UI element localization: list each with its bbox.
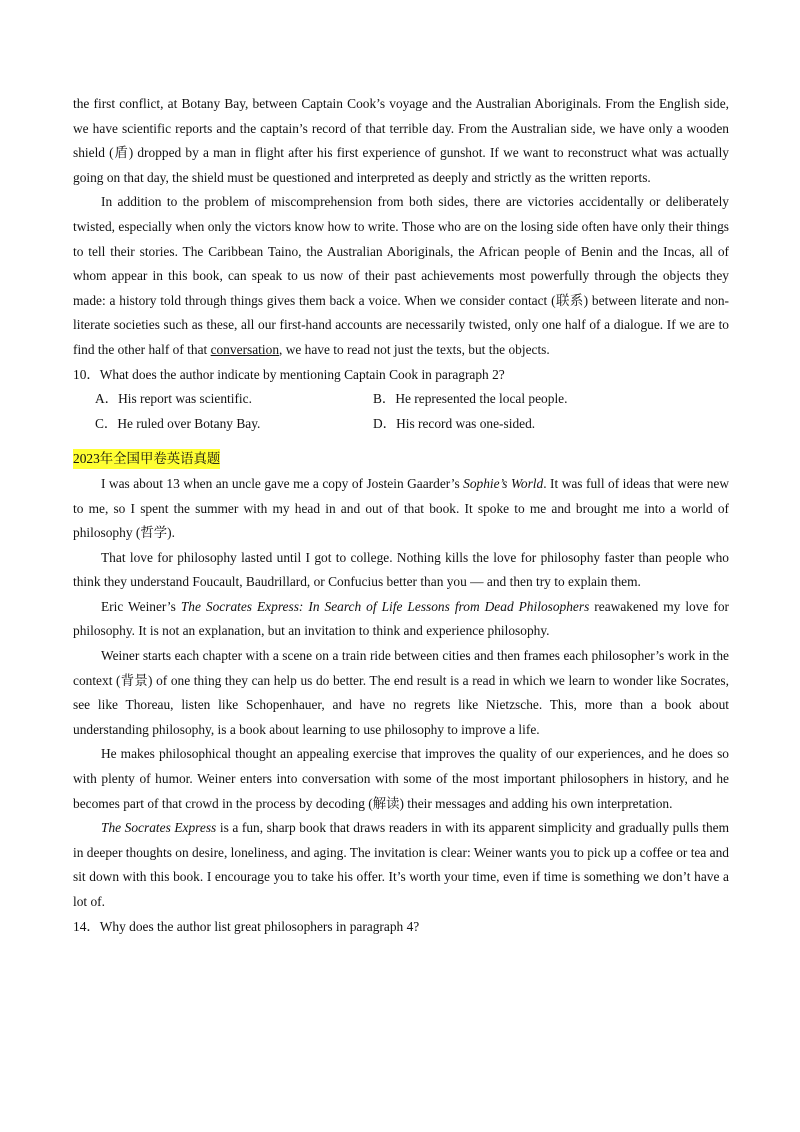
paragraph-text: is a fun, sharp book that draws readers in with its apparent simplicity and gradually pulls them in deeper thoughts on desire, loneliness, and aging. The invitation is clear: Weiner wants you to pick up a coffee or tea and sit down with this book. I encourage you to take his offer. It’s worth your time, even if time is something we don’t have a lot of. (73, 820, 729, 909)
question-text: Why does the author list great philosophers in paragraph 4? (99, 918, 420, 934)
option-text: His report was scientific. (118, 391, 252, 407)
paragraph-text: I was about 13 when an uncle gave me a copy of Jostein Gaarder’s (101, 475, 464, 491)
book-title: The Socrates Express (101, 820, 217, 836)
option-a (73, 387, 351, 412)
option-d (351, 412, 535, 437)
paragraph-text: . It was full of ideas that were new to me, so I spent the summer with my head in and out of that book. It spoke to me and brought me into a world of philosophy (哲学). (73, 475, 729, 541)
book-title: The Socrates Express: In Search of Life Lessons from Dead Philosophers (180, 598, 590, 614)
passage2-paragraph4: Weiner starts each chapter with a scene on a train ride between cities and then frames each philosopher’s work in the context (背景) of one thing they can help us do better. The end result is a read in which we learn to wonder like Socrates, see like Thoreau, listen like Schopenhauer, and have no regrets like Nietzsche. This, more than a book about understanding philosophy, is a book about learning to use philosophy to improve a life. (73, 648, 729, 737)
passage2-paragraph3 (73, 595, 729, 644)
option-text: He represented the local people. (395, 391, 568, 407)
option-label: D． (373, 415, 397, 431)
options-row-2 (73, 412, 729, 437)
document-page (73, 92, 729, 939)
options-row-1 (73, 387, 729, 412)
question-text: What does the author indicate by mentioning Captain Cook in paragraph 2? (99, 366, 505, 382)
option-label: C． (95, 415, 118, 431)
option-text: His record was one-sided. (396, 415, 536, 431)
question-10 (73, 363, 729, 388)
passage1-paragraph1 (73, 92, 729, 190)
option-label: B． (373, 391, 396, 407)
paragraph-text: the first conflict, at Botany Bay, between Captain Cook’s voyage and the Australian Aboriginals. From the English side, we have scientific reports and the captain’s record of that terrible day. From the Australian side, we have only a wooden shield (盾) dropped by a man in flight after his first experience of gunshot. If we want to reconstruct what was actually going on that day, the shield must be questioned and interpreted as deeply and strictly as the written reports. (73, 96, 729, 185)
passage2-paragraph6 (73, 816, 729, 914)
passage2-paragraph2: That love for philosophy lasted until I got to college. Nothing kills the love for philosophy faster than people who think they understand Foucault, Baudrillard, or Confucius better than you — and then try to explain them. (73, 549, 729, 590)
option-b (351, 387, 567, 412)
question-number: 14． (73, 918, 100, 934)
paragraph-text: Eric Weiner’s (101, 598, 181, 614)
book-title: Sophie’s World (463, 475, 544, 491)
passage2-paragraph5: He makes philosophical thought an appealing exercise that improves the quality of our experiences, and he does so with plenty of humor. Weiner enters into conversation with some of the most important philosophers in history, and he becomes part of that crowd in the process by decoding (解读) their messages and adding his own interpretation. (73, 746, 729, 811)
passage2-paragraph1 (73, 472, 729, 546)
underlined-word: conversation (210, 341, 280, 357)
option-label: A． (95, 391, 119, 407)
paragraph-text: In addition to the problem of miscomprehension from both sides, there are victories accidentally or deliberately twisted, especially when only the victors know how to write. Those who are on the losing side often have only their things to tell their stories. The Caribbean Taino, the Australian Aboriginals, the African people of Benin and the Incas, all of whom appear in this book, can speak to us now of their past achievements most powerfully through the objects they made: a history told through things gives them back a voice. When we consider contact (联系) between literate and non-literate societies such as these, all our first-hand accounts are necessarily twisted, only one half of a dialogue. If we are to find the other half of that (73, 194, 729, 357)
option-text: He ruled over Botany Bay. (117, 415, 261, 431)
paragraph-text: reawakened my love for philosophy. It is not an explanation, but an invitation to think and experience philosophy. (73, 598, 730, 639)
option-c (73, 412, 351, 437)
question-number: 10． (73, 366, 100, 382)
paragraph-text: , we have to read not just the texts, but the objects. (279, 341, 550, 357)
section-heading: 2023年全国甲卷英语真题 (73, 449, 220, 469)
question-14 (73, 915, 729, 940)
passage1-paragraph2 (73, 190, 729, 362)
